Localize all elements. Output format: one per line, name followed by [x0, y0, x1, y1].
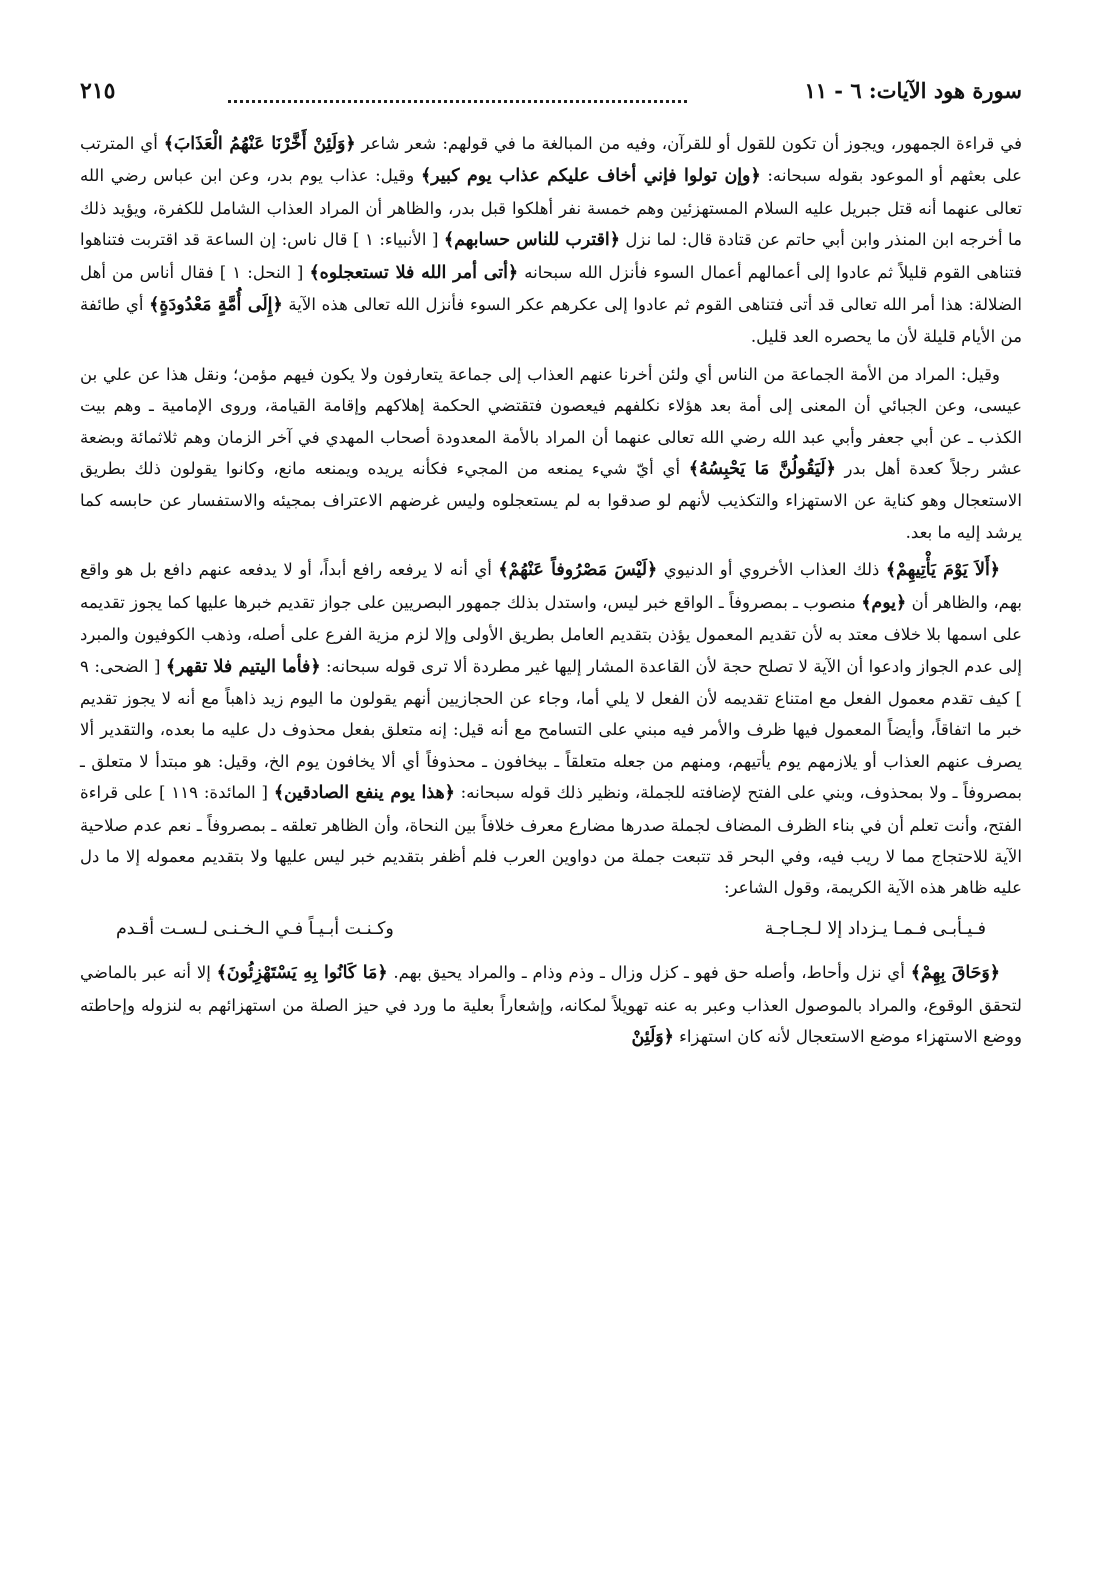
poem-first-hemistich: فـيـأبـى فـمـا يـزداد إلا لـجـاجـة [764, 918, 986, 939]
text-run: أي أنه لا يرفعه رافع أبداً، أو لا يدفعه عنهم دافع بل هو واقع بهم، والظاهر أن [80, 560, 1022, 612]
running-title: سورة هود الآيات: ٦ - ١١ [804, 78, 1022, 103]
quran-verse: ﴿يوم﴾ [861, 592, 907, 613]
poem-second-hemistich: وكـنـت أبـيـاً فـي الـخـنـى لـسـت أقـدم [116, 918, 394, 939]
text-run: ذلك العذاب الأخروي أو الدنيوي [657, 560, 886, 580]
quran-verse: ﴿أَلاَ يَوْمَ يَأْتِيهِمْ﴾ [885, 560, 1000, 581]
paragraph-4 [80, 957, 1022, 1053]
quran-verse: ﴿إِلَى أُمَّةٍ مَعْدُودَةٍ﴾ [149, 295, 283, 316]
page-header [80, 78, 1022, 118]
text-run: وقيل: المراد من الأمة الجماعة من الناس أي ولئن أخرنا عنهم العذاب إلى جماعة يتعارفون ولا يكون فيهم مؤمن؛ ونقل هذا عن علي بن عيسى، وعن الجبائي أن المعنى إلى أمة بعد هؤلاء نكلفهم فيعصون فتقتضي الحكمة إهلاكهم وإقامة القيامة، وروى الإمامية ـ وهم بيت الكذب ـ عن أبي جعفر وأبي عبد الله رضي الله تعالى عنهما أن المراد بالأمة المعدودة أصحاب المهدي في آخر الزمان وهم ثلاثمائة وبضعة عشر رجلاً كعدة أهل بدر [80, 364, 1023, 479]
text-run: [ الأنبياء: ١ ] قال ناس: إن الساعة قد اقتربت فتناهوا فتناهى القوم قليلاً ثم عادوا إلى أعمالهم أعمال السوء فأنزل الله سبحانه [80, 230, 1023, 282]
text-run: [ المائدة: ١١٩ ] على قراءة الفتح، وأنت تعلم أن في بناء الظرف المضاف لجملة صدرها مضارع معرف خلافاً بين النحاة، وأن الظاهر تعلقه ـ بمصروفاً ـ نعم عدم صلاحية الآية للاحتجاج مما لا ريب فيه، وفي البحر قد تتبعت جملة من دواوين العرب فلم أظفر بتقديم خبر ليس عليها ولا بتقديم معموله إلا ما دل عليه ظاهر هذه الآية الكريمة، وقول الشاعر: [80, 783, 1022, 898]
quran-verse: ﴿أتى أمر الله فلا تستعجلوه﴾ [309, 262, 519, 283]
quran-verse: ﴿وَلَئِنْ أَخَّرْنَا عَنْهُمُ الْعَذَابَ﴾ [163, 134, 356, 154]
poem-verse [116, 914, 986, 945]
quran-verse: ﴿وإن تولوا فإني أخاف عليكم عذاب يوم كبير﴾ [420, 166, 761, 187]
text-run: أي أيّ شيء يمنعه من المجيء فكأنه يريده ويمنعه مانع، وكانوا يقولون ذلك بطريق الاستعجال وهو كناية عن الاستهزاء والتكذيب لأنهم لو صدقوا به لم يستعجلوه وليس غرضهم الاعتراف بمجيئه والاستفسار عن حابسه كما يرشد إليه ما بعد. [80, 459, 1022, 542]
page-number: ٢١٥ [80, 78, 116, 104]
text-run: وقيل: عذاب يوم بدر، وعن ابن عباس رضي الله تعالى عنهما أنه قتل جبريل عليه السلام المستهزئين وهم خمسة نفر أهلكوا قبل بدر، والظاهر أن المراد العذاب الشامل للكفرة، ويؤيد ذلك ما أخرجه ابن المنذر وابن أبي حاتم عن قتادة قال: لما نزل [80, 166, 1022, 250]
header-dotted-leader [228, 100, 687, 103]
quran-verse: ﴿فأما اليتيم فلا تقهر﴾ [165, 656, 321, 677]
text-run: أي طائفة من الأيام قليلة لأن ما يحصره العد قليل. [80, 295, 1022, 347]
quran-verse: ﴿وَلَئِنْ [631, 1026, 674, 1047]
quran-verse: ﴿لَيْسَ مَصْرُوفاً عَنْهُمْ﴾ [498, 560, 658, 581]
text-run: في قراءة الجمهور، ويجوز أن تكون للقول أو للقرآن، وفيه من المبالغة ما في قولهم: شعر شاعر [355, 134, 1023, 153]
text-run: منصوب ـ بمصروفاً ـ الواقع خبر ليس، واستدل بذلك جمهور البصريين على جواز تقديم خبرها عليها كما يجوز تقديمه على اسمها بلا خلاف معتد به لأن تقديم المعمول يؤذن بتقديم العامل بطريق الأولى وإلا لزم مزية الفرع على أصله، وذهب الكوفيون والمبرد إلى عدم الجواز وادعوا أن الآية لا تصلح حجة لأن القاعدة المشار إليها غير مطردة ألا ترى قوله سبحانه: [80, 592, 1022, 676]
text-run: [ النحل: ١ ] فقال أناس من أهل الضلالة: هذا أمر الله تعالى قد أتى فتناهى القوم ثم عادوا إلى عكرهم عكر السوء فأنزل الله تعالى هذه الآية [80, 262, 1022, 315]
text-run: أي المترتب على بعثهم أو الموعود بقوله سبحانه: [80, 134, 1022, 186]
text-run: إلا أنه عبر بالماضي لتحقق الوقوع، والمراد بالموصول العذاب وعبر به عنه تهويلاً لمكانه، وإشعاراً بعلية ما ورد في حيز الصلة من استهزائهم به لنزوله وإحاطته ووضع الاستهزاء موضع الاستعجال لأنه كان استهزاء [80, 963, 1022, 1046]
body-text [80, 128, 1022, 1053]
quran-verse: ﴿هذا يوم ينفع الصادقين﴾ [273, 783, 455, 804]
paragraph-3 [80, 554, 1022, 903]
paragraph-1 [80, 128, 1022, 353]
quran-verse: ﴿وَحَاقَ بِهِمْ﴾ [910, 963, 1000, 984]
quran-verse: ﴿لَيَقُولُنَّ مَا يَحْبِسُهُ﴾ [688, 459, 836, 480]
quran-verse: ﴿مَا كَانُوا بِهِ يَسْتَهْزِئُونَ﴾ [216, 963, 388, 984]
paragraph-2 [80, 359, 1022, 548]
text-run: [ الضحى: ٩ ] كيف تقدم معمول الفعل مع امتناع تقديمه لأن الفعل لا يلي أما، وجاء عن الحجازيين أنهم يقولون ما اليوم زيد ذاهباً مع أنه لا يجوز تقديم خبر ما اتفاقاً، وأيضاً المعمول فيها ظرف والأمر فيه مبني على التسامح مع أنه قيل: إنه متعلق بفعل محذوف دل عليه ما بعده، والتقدير ألا يصرف عنهم العذاب أو يلازمهم يوم يأتيهم، ومنهم من جعله متعلقاً ـ بيخافون ـ محذوفاً أي ألا يخافون يوم الخ، وقيل: هو مبتدأ لا متعلق ـ بمصروفاً ـ ولا بمحذوف، وبني على الفتح لإضافته للجملة، ونظير ذلك قوله سبحانه: [80, 656, 1023, 803]
quran-verse: ﴿اقترب للناس حسابهم﴾ [443, 230, 620, 251]
text-run: أي نزل وأحاط، وأصله حق فهو ـ كزل وزال ـ وذم وذام ـ والمراد يحيق بهم. [387, 963, 911, 983]
